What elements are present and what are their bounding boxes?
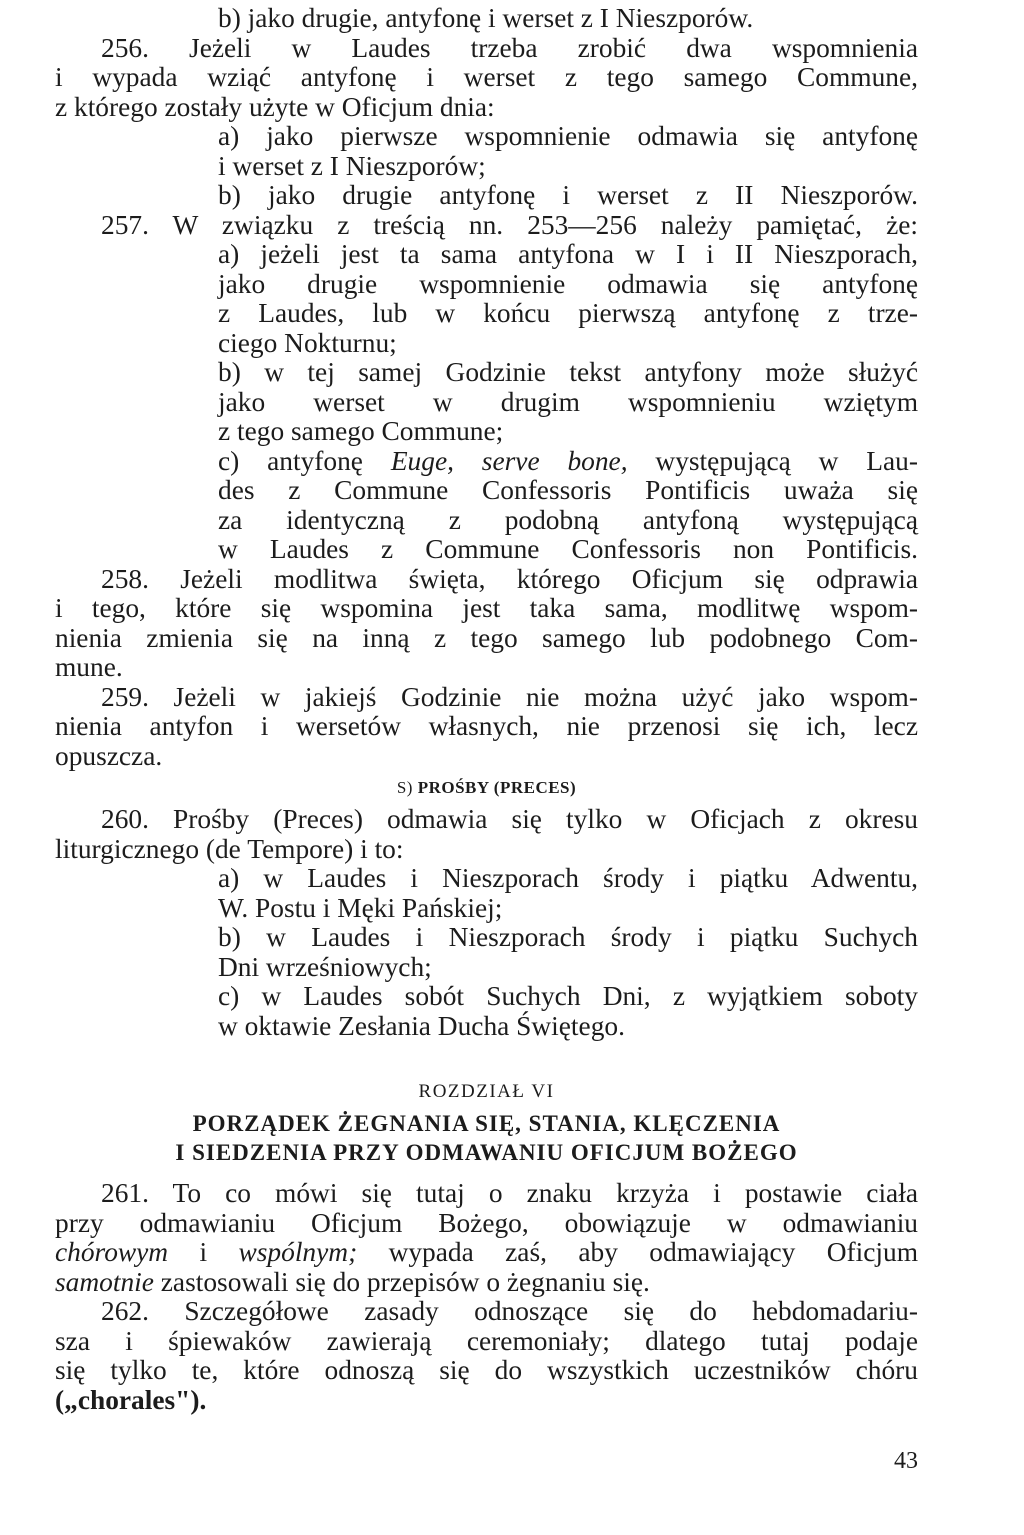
text-line: w oktawie Zesłania Ducha Świętego. — [218, 1010, 625, 1041]
text-line: w Laudes z Commune Confessoris non Pontificis. — [218, 534, 918, 564]
text-line: sza i śpiewaków zawierają ceremoniały; dlatego tutaj podaje — [55, 1325, 918, 1356]
text-line: nienia zmienia się na inną z tego samego lub podobnego Com- — [55, 622, 918, 653]
text-line: przy odmawianiu Oficjum Bożego, obowiązuje w odmawianiu — [55, 1207, 918, 1238]
section-letter: S) — [396, 778, 413, 797]
text-line: z którego zostały użyte w Oficjum dnia: — [55, 91, 495, 122]
text-line: się tylko te, które odnoszą się do wszystkich uczestników chóru — [55, 1355, 918, 1385]
text-run: i — [168, 1237, 239, 1267]
italic-text: samotnie — [55, 1266, 154, 1297]
section-heading — [55, 771, 918, 805]
italic-text: wspólnym; — [238, 1237, 358, 1267]
text-line: za identyczną z podobną antyfoną występującą — [218, 504, 918, 535]
book-page — [55, 4, 918, 1529]
text-line — [55, 1238, 918, 1268]
text-line: 256. Jeżeli w Laudes trzeba zrobić dwa wspomnienia — [101, 32, 918, 63]
text-line: a) jako pierwsze wspomnienie odmawia się antyfonę — [218, 121, 918, 151]
text-line: i werset z I Nieszporów; — [218, 150, 486, 181]
text-line: ciego Nokturnu; — [218, 327, 397, 358]
text-line: des z Commune Confessoris Pontificis uważa się — [218, 475, 918, 505]
text-line: c) w Laudes sobót Suchych Dni, z wyjątkiem soboty — [218, 981, 918, 1011]
text-line: 261. To co mówi się tutaj o znaku krzyża i postawie ciała — [101, 1178, 918, 1208]
chapter-title: PORZĄDEK ŻEGNANIA SIĘ, STANIA, KLĘCZENIA — [192, 1111, 781, 1136]
text-line: liturgicznego (de Tempore) i to: — [55, 833, 404, 864]
text-line: Dni wrześniowych; — [218, 951, 432, 982]
text-line: jako drugie wspomnienie odmawia się antyfonę — [218, 268, 918, 299]
text-line: i wypada wziąć antyfonę i werset z tego samego Commune, — [55, 62, 918, 92]
text-line: i tego, które się wspomina jest taka sama, modlitwę wspom- — [55, 593, 918, 623]
page-number: 43 — [894, 1448, 918, 1474]
text-line: z Laudes, lub w końcu pierwszą antyfonę z trze- — [218, 298, 918, 328]
text-line: a) jeżeli jest ta sama antyfona w I i II Nieszporach, — [218, 239, 918, 269]
text-run: c) antyfonę — [218, 445, 391, 476]
text-line — [55, 1268, 918, 1298]
text-line: opuszcza. — [55, 740, 163, 771]
text-run: zastosowali się do przepisów o żegnaniu się. — [153, 1266, 650, 1297]
chapter-title: I SIEDZENIA PRZY ODMAWANIU OFICJUM BOŻEGO — [175, 1140, 798, 1165]
text-line: 257. W związku z treścią nn. 253—256 należy pamiętać, że: — [101, 209, 918, 240]
text-line: z tego samego Commune; — [218, 416, 504, 446]
text-line: mune. — [55, 652, 123, 682]
text-line — [55, 447, 918, 477]
text-line: jako werset w drugim wspomnieniu wziętym — [218, 386, 918, 417]
italic-text: chórowym — [55, 1237, 169, 1267]
text-line: 260. Prośby (Preces) odmawia się tylko w Oficjach z okresu — [101, 804, 918, 834]
text-line: nienia antyfon i wersetów własnych, nie przenosi się ich, lecz — [55, 711, 918, 741]
section-title: PROŚBY (PRECES) — [417, 778, 577, 797]
text-run: występującą w Lau- — [627, 445, 918, 476]
italic-text: Euge, serve bone, — [390, 445, 628, 476]
text-line: b) w tej samej Godzinie tekst antyfony może służyć — [218, 357, 918, 387]
text-line: W. Postu i Męki Pańskiej; — [218, 892, 503, 923]
text-line: b) jako drugie, antyfonę i werset z I Nieszporów. — [218, 3, 754, 33]
chapter-label: ROZDZIAŁ VI — [418, 1081, 555, 1102]
text-line: b) jako drugie antyfonę i werset z II Nieszporów. — [218, 180, 918, 210]
text-run: wypada zaś, aby odmawiający Oficjum — [357, 1237, 919, 1267]
text-line: b) w Laudes i Nieszporach środy i piątku Suchych — [218, 922, 918, 952]
text-line: („chorales"). — [55, 1384, 207, 1415]
text-line: 258. Jeżeli modlitwa święta, którego Oficjum się odprawia — [101, 563, 918, 594]
text-line: 262. Szczegółowe zasady odnoszące się do hebdomadariu- — [101, 1296, 918, 1326]
text-line: a) w Laudes i Nieszporach środy i piątku Adwentu, — [218, 863, 918, 893]
text-line: 259. Jeżeli w jakiejś Godzinie nie można użyć jako wspom- — [101, 681, 918, 712]
